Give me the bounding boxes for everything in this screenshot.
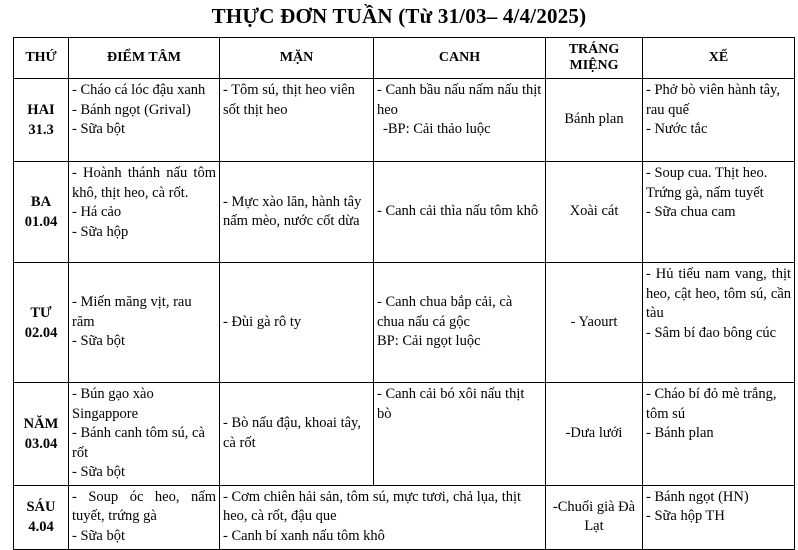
menu-table — [13, 37, 795, 550]
dish-item: - Đùi gà rô ty — [223, 313, 302, 330]
header-canh: CANH — [374, 38, 546, 79]
dish-item: - Canh bí xanh nấu tôm khô — [223, 527, 385, 544]
header-xe: XẾ — [643, 38, 795, 79]
trang-mieng-cell: -Chuối già Đà Lạt — [546, 485, 643, 549]
diem-tam-cell — [69, 79, 220, 162]
dish-item: - Soup óc heo, nấm tuyết, trứng gà — [72, 488, 216, 524]
man-cell — [220, 263, 374, 383]
canh-cell — [374, 79, 546, 162]
dish-item: - Mực xào lăn, hành tây nấm mèo, nước cốt dừa — [223, 193, 362, 229]
dish-item: - Bò nấu đậu, khoai tây, cà rốt — [223, 415, 361, 451]
dish-item: - Canh chua bắp cải, cà chua nấu cá gộc — [377, 294, 513, 330]
dish-item: - Bún gạo xào Singappore — [72, 386, 154, 422]
xe-cell — [643, 263, 795, 383]
dish-item: - Soup cua. Thịt heo. Trứng gà, nấm tuyết — [646, 165, 768, 201]
dish-item: - Phở bò viên hành tây, rau quế — [646, 82, 780, 118]
dish-item: - Miến măng vịt, rau răm — [72, 294, 192, 330]
canh-cell — [374, 162, 546, 263]
diem-tam-cell — [69, 383, 220, 486]
man-cell — [220, 79, 374, 162]
table-row — [14, 162, 795, 263]
dish-item: - Nước tắc — [646, 121, 708, 137]
diem-tam-cell — [69, 263, 220, 383]
xe-cell — [643, 485, 795, 549]
dish-item: - Sữa chua cam — [646, 204, 736, 220]
dish-item: - Sữa bột — [72, 527, 125, 544]
day-cell — [14, 485, 69, 549]
dish-item: - Bánh ngọt (Grival) — [72, 101, 191, 118]
day-date: 01.04 — [24, 214, 58, 230]
diem-tam-cell — [69, 162, 220, 263]
dish-item: - Canh cải thìa nấu tôm khô — [377, 203, 539, 220]
header-row — [14, 38, 795, 79]
table-row — [14, 485, 795, 549]
dish-item: - Sữa bột — [72, 333, 125, 350]
table-row — [14, 383, 795, 486]
table-row — [14, 263, 795, 383]
dish-item: -BP: Cải thảo luộc — [383, 121, 491, 137]
dish-item: - Canh cải bó xôi nấu thịt bò — [377, 386, 525, 422]
trang-mieng-cell: -Dưa lưới — [546, 383, 643, 486]
day-date: 02.04 — [24, 324, 58, 341]
xe-cell — [643, 383, 795, 486]
table-row — [14, 79, 795, 162]
xe-cell — [643, 79, 795, 162]
header-man: MẶN — [220, 38, 374, 79]
day-name: BA — [30, 194, 52, 210]
trang-mieng-cell: Bánh plan — [546, 79, 643, 162]
dish-item: - Sữa hộp — [72, 223, 129, 240]
canh-cell — [374, 263, 546, 383]
day-name: NĂM — [23, 415, 59, 432]
dish-item: - Hoành thánh nấu tôm khô, thịt heo, cà rốt. — [72, 165, 216, 201]
dish-item: - Cơm chiên hải sản, tôm sú, mực tươi, chả lụa, thịt heo, cà rốt, đậu que — [223, 488, 522, 524]
header-trang-mieng: TRÁNG MIỆNG — [546, 38, 643, 79]
day-date: 03.04 — [24, 435, 58, 452]
man-canh-merged-cell — [220, 485, 546, 549]
xe-cell — [643, 162, 795, 263]
day-cell — [14, 263, 69, 383]
header-diem-tam: ĐIỂM TÂM — [69, 38, 220, 79]
canh-cell — [374, 383, 546, 486]
trang-mieng-cell: Xoài cát — [546, 162, 643, 263]
dish-item: - Sữa bột — [72, 464, 125, 480]
dish-item: - Sâm bí đao bông cúc — [646, 324, 777, 341]
day-name: TƯ — [30, 304, 52, 321]
dish-item: - Cháo bí đỏ mè trắng, tôm sú — [646, 386, 777, 422]
day-name: SÁU — [26, 499, 56, 515]
day-date: 31.3 — [28, 122, 54, 138]
dish-item: BP: Cải ngọt luộc — [377, 333, 481, 350]
page-title: THỰC ĐƠN TUẦN (Từ 31/03– 4/4/2025) — [211, 4, 587, 28]
dish-item: - Tôm sú, thịt heo viên sốt thịt heo — [223, 82, 355, 118]
header-thu: THỨ — [14, 38, 69, 79]
dish-item: - Cháo cá lóc đậu xanh — [72, 82, 206, 98]
dish-item: - Canh bầu nấu nấm nấu thịt heo — [377, 82, 542, 118]
dish-item: - Bánh plan — [646, 425, 714, 441]
day-date: 4.04 — [28, 519, 54, 535]
day-name: HAI — [27, 102, 55, 118]
dish-item: - Hủ tiếu nam vang, thịt heo, cật heo, tôm sú, cần tàu — [646, 266, 791, 321]
day-cell — [14, 79, 69, 162]
diem-tam-cell — [69, 485, 220, 549]
dish-item: - Bánh canh tôm sú, cà rốt — [72, 425, 205, 461]
day-cell — [14, 162, 69, 263]
dish-item: - Há cảo — [72, 204, 122, 220]
dish-item: - Sữa hộp TH — [646, 508, 725, 524]
dish-item: - Bánh ngọt (HN) — [646, 488, 749, 505]
man-cell — [220, 162, 374, 263]
man-cell — [220, 383, 374, 486]
trang-mieng-cell: - Yaourt — [546, 263, 643, 383]
dish-item: - Sữa bột — [72, 121, 125, 137]
day-cell — [14, 383, 69, 486]
